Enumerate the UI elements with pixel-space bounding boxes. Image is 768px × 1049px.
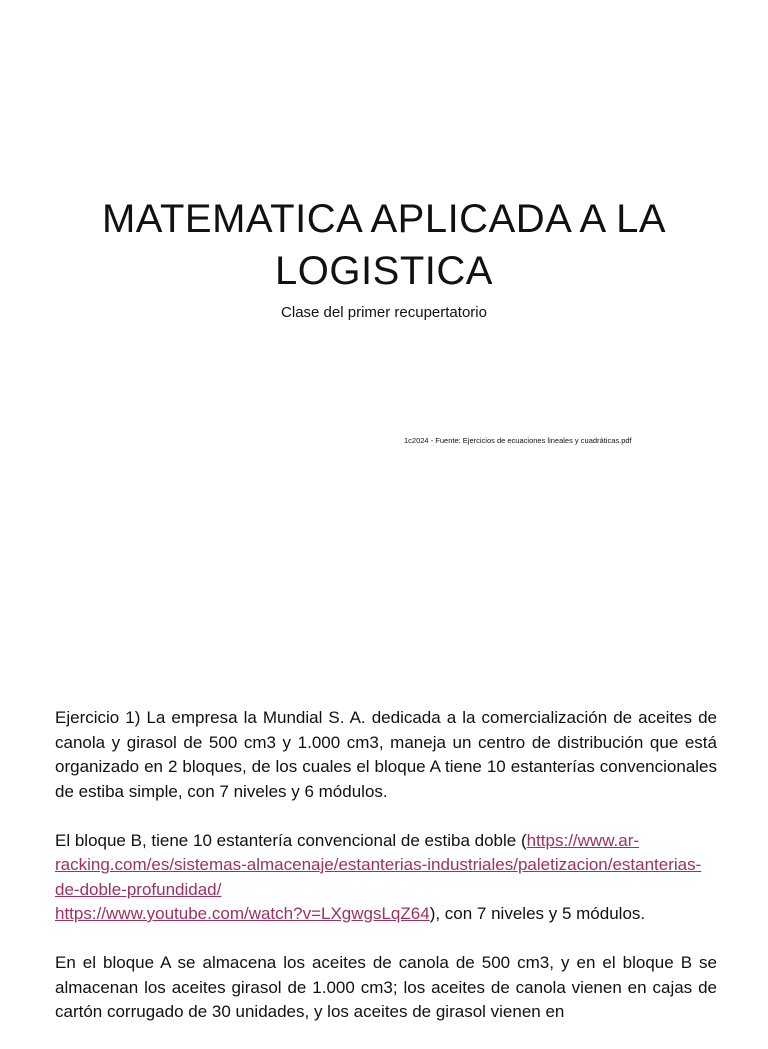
- ar-racking-link[interactable]: https://www.ar-racking.com/es/sistemas-almacenaje/estanterias-industriales/paletizacion/estanterias-de-doble-profundidad/: [55, 830, 702, 899]
- exercise-paragraph-2: [55, 829, 717, 927]
- paragraph-2-text-end: ), con 7 niveles y 5 módulos.: [429, 904, 646, 923]
- youtube-link[interactable]: https://www.youtube.com/watch?v=LXgwgsLqZ64: [55, 904, 430, 923]
- exercise-paragraph-1: Ejercicio 1) La empresa la Mundial S. A. dedicada a la comercialización de aceites de canola y girasol de 500 cm3 y 1.000 cm3, maneja un centro de distribución que está organizado en 2 bloques, de los cuales el bloque A tiene 10 estanterías convencionales de estiba simple, con 7 niveles y 6 módulos.: [55, 708, 717, 801]
- exercise-content: [55, 706, 717, 1049]
- slide-subtitle: Clase del primer recupertatorio: [281, 304, 487, 321]
- source-note: 1c2024 - Fuente: Ejercicios de ecuaciones lineales y cuadráticas.pdf: [404, 436, 632, 445]
- paragraph-2-text-start: El bloque B, tiene 10 estantería convencional de estiba doble (: [55, 830, 527, 850]
- exercise-paragraph-3: En el bloque A se almacena los aceites de canola de 500 cm3, y en el bloque B se almacenan los aceites girasol de 1.000 cm3; los aceites de canola vienen en cajas de cartón corrugado de 30 unidades, y los aceites de girasol vienen en: [55, 953, 717, 1021]
- slide-title: MATEMATICA APLICADA A LA LOGISTICA: [101, 197, 667, 293]
